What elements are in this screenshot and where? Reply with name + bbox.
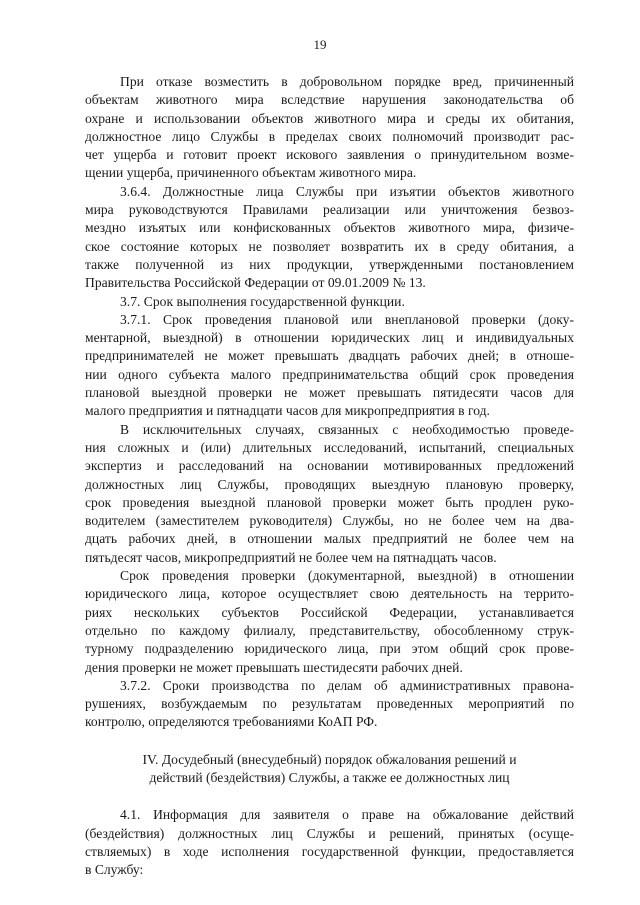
text-line: пятьдесят часов, микропредприятий не более чем на пятнадцать часов. — [85, 549, 497, 565]
text-line: дения проверки не может превышать шестидесяти рабочих дней. — [85, 659, 463, 675]
paragraph — [85, 421, 574, 567]
text-line: 3.6.4. Должностные лица Службы при изъятии объектов животного — [120, 183, 574, 199]
text-line: экспертиз и расследований на основании мотивированных предложений — [85, 458, 574, 474]
text-line: объектам животного мира вследствие нарушения законодательства об — [85, 92, 574, 108]
text-line: предпринимателей не может превышать двадцать рабочих дней; в отноше- — [85, 348, 574, 364]
text-line: срок проведения выездной плановой проверки может быть продлен руко- — [85, 494, 574, 510]
document-body — [85, 73, 574, 879]
text-line: турному подразделению юридического лица, при этом общий срок прове- — [85, 641, 574, 657]
text-line: (бездействия) должностных лиц Службы и решений, принятых (осуще- — [85, 825, 574, 841]
text-line: малого предприятия и пятнадцати часов для микропредприятия в год. — [85, 403, 490, 419]
text-line: Правительства Российской Федерации от 09.01.2009 № 13. — [85, 275, 426, 291]
text-line: риях нескольких субъектов Российской Федерации, устанавливается — [85, 604, 574, 620]
text-line: должностных лиц Службы, проводящих выездную плановую проверку, — [85, 476, 574, 492]
paragraph — [85, 311, 574, 421]
text-line: отдельно по каждому филиалу, представительству, обособленному струк- — [85, 622, 574, 638]
text-line: 3.7. Срок выполнения государственной функции. — [120, 293, 405, 309]
text-line: контролю, определяются требованиями КоАП РФ. — [85, 714, 378, 730]
text-line: мира руководствуются Правилами реализации или уничтожения безвоз- — [85, 202, 574, 218]
text-line: мездно изъятых или конфискованных объектов животного мира, физиче- — [85, 220, 574, 236]
text-line: Срок проведения проверки (документарной, выездной) в отношении — [120, 568, 574, 584]
heading-line: IV. Досудебный (внесудебный) порядок обжалования решений и — [142, 751, 517, 767]
paragraph — [85, 677, 574, 732]
text-line: нии одного субъекта малого предпринимательства общий срок проведения — [85, 366, 574, 382]
heading-line: действий (бездействия) Службы, а также ее должностных лиц — [149, 769, 510, 785]
text-line: охране и использовании объектов животного мира и среды их обитания, — [85, 110, 574, 126]
text-line: 3.7.1. Срок проведения плановой или внеплановой проверки (доку- — [120, 311, 574, 327]
text-line: ское состояние которых не позволяет возвратить их в среду обитания, а — [85, 238, 574, 254]
text-line: должностное лицо Службы в пределах своих полномочий производит рас- — [85, 128, 574, 144]
text-line: юридического лица, которое осуществляет свою деятельность на террито- — [85, 586, 574, 602]
text-line: ментарной, выездной) в отношении юридических лиц и индивидуальных — [85, 330, 574, 346]
text-line: щении ущерба, причиненного объектам животного мира. — [85, 165, 417, 181]
text-line: чет ущерба и готовит проект искового заявления о принудительном возме- — [85, 147, 574, 163]
text-line: дцать рабочих дней, в отношении малых предприятий не более чем на — [85, 531, 574, 547]
text-line: 4.1. Информация для заявителя о праве на обжалование действий — [120, 807, 574, 823]
text-line: ствляемых) в ходе исполнения государственной функции, предоставляется — [85, 843, 574, 859]
page-number: 19 — [313, 37, 327, 52]
paragraph — [85, 73, 574, 183]
paragraph — [85, 183, 574, 293]
text-line: ния сложных и (или) длительных исследований, испытаний, специальных — [85, 439, 574, 455]
section-heading — [85, 751, 574, 788]
text-line: 3.7.2. Сроки производства по делам об административных правона- — [120, 677, 574, 693]
paragraph — [85, 806, 574, 879]
paragraph — [85, 567, 574, 677]
text-line: также полученной из них продукции, утвержденными постановлением — [85, 256, 574, 272]
text-line: плановой выездной проверки не может превышать пятидесяти часов для — [85, 385, 574, 401]
text-line: В исключительных случаях, связанных с необходимостью проведе- — [120, 421, 574, 437]
text-line: При отказе возместить в добровольном порядке вред, причиненный — [120, 74, 574, 89]
top-paragraphs — [85, 73, 574, 732]
text-line: водителем (заместителем руководителя) Службы, но не более чем на два- — [85, 513, 574, 529]
bottom-paragraphs — [85, 806, 574, 879]
paragraph — [85, 293, 574, 311]
text-line: рушениях, возбуждаемым по результатам проведенных мероприятий по — [85, 696, 574, 712]
text-line: в Службу: — [85, 862, 144, 878]
